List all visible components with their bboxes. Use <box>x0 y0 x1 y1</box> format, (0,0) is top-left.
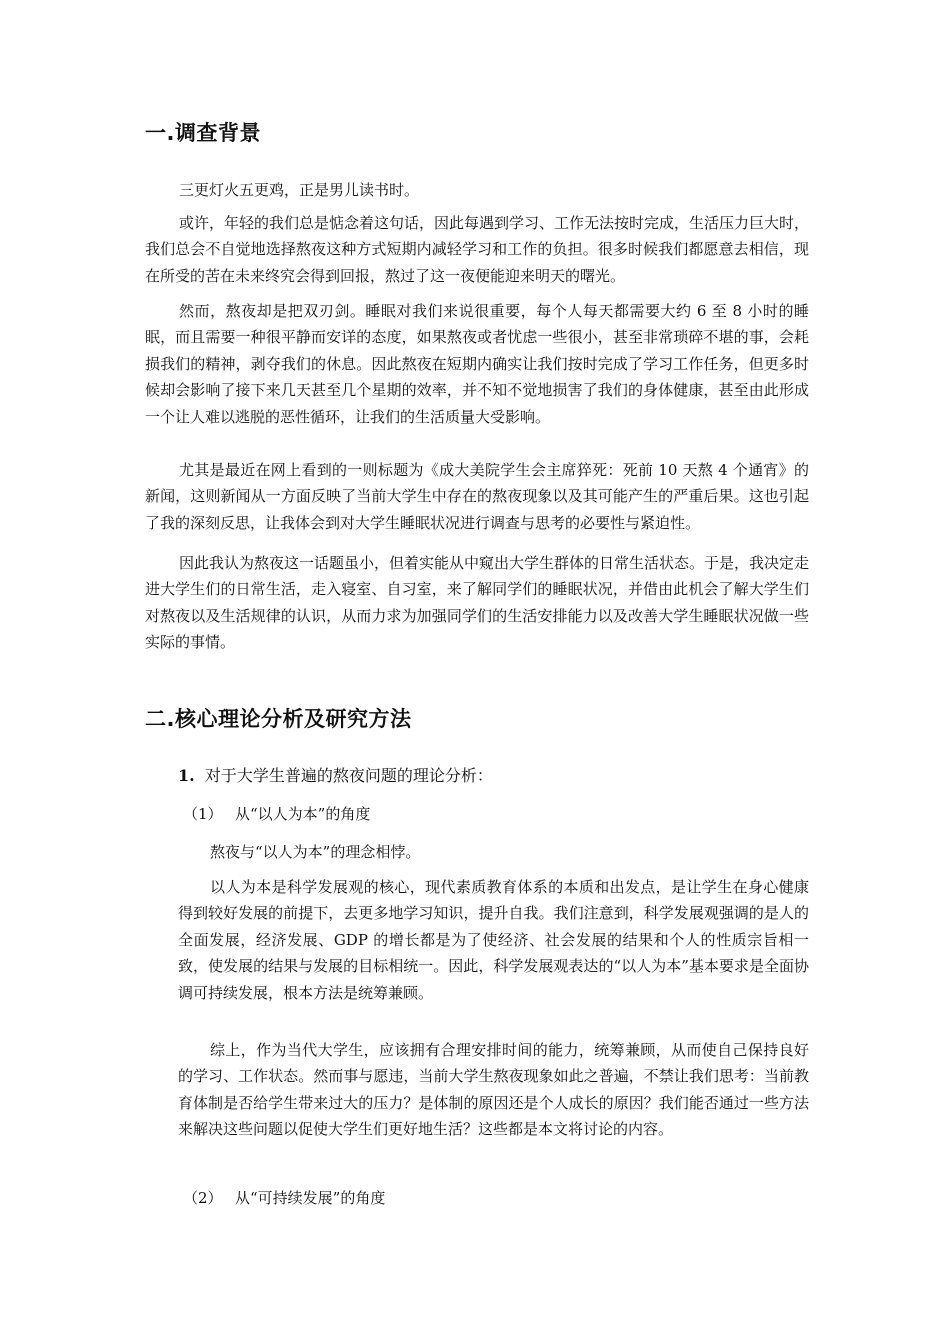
paragraph-conflict: 熬夜与“以人为本”的理念相悖。 <box>210 843 421 861</box>
paragraph-decision: 因此我认为熬夜这一话题虽小，但着实能从中窥出大学生群体的日常生活状态。于是，我决定走进大学生们的日常生活，走入寝室、自习室，来了解同学们的睡眠状况，并借由此机会了解大学生们对熬夜以及生活规律的认识，从而力求为加强同学们的生活安排能力以及改善大学生睡眠状况做一些实际的事情。 <box>145 554 810 652</box>
paragraph-motivation: 或许，年轻的我们总是惦念着这句话，因此每遇到学习、工作无法按时完成，生活压力巨大时，我们总会不自觉地选择熬夜这种方式短期内减轻学习和工作的负担。很多时候我们都愿意去相信，现在所受的苦在未来终究会得到回报，熬过了这一夜便能迎来明天的曙光。 <box>145 214 810 285</box>
paragraph-summary: 综上，作为当代大学生，应该拥有合理安排时间的能力，统筹兼顾，从而使自己保持良好的学习、工作状态。然而事与愿违，当前大学生熬夜现象如此之普遍，不禁让我们思考：当前教育体制是否给学生带来过大的压力？是体制的原因还是个人成长的原因？我们能否通过一些方法来解决这些问题以促使大学生们更好地生活？这些都是本文将讨论的内容。 <box>178 1041 809 1139</box>
list-item-1 <box>178 764 493 788</box>
paragraph-people-oriented: 以人为本是科学发展观的核心，现代素质教育体系的本质和出发点，是让学生在身心健康得到较好发展的前提下，去更多地学习知识，提升自我。我们注意到，科学发展观强调的是人的全面发展，经济发展、GDP 的增长都是为了使经济、社会发展的结果和个人的性质宗旨相一致，使发展的结果与发展的目标相统一。因此，科学发展观表达的“以人为本”基本要求是全面协调可持续发展，根本方法是统筹兼顾。 <box>178 878 809 1002</box>
sub-item-2 <box>183 1186 385 1210</box>
sub-item-text: 从“可持续发展”的角度 <box>235 1189 386 1207</box>
list-item-text: 对于大学生普遍的熬夜问题的理论分析： <box>204 766 493 785</box>
sub-item-number: （2） <box>183 1189 223 1207</box>
paragraph-double-edged: 然而，熬夜却是把双刃剑。睡眠对我们来说很重要，每个人每天都需要大约 6 至 8 小时的睡眠，而且需要一种很平静而安详的态度，如果熬夜或者忧虑一些很小，甚至非常琐碎不堪的事，会耗损我们的精神，剥夺我们的休息。因此熬夜在短期内确实让我们按时完成了学习工作任务，但更多时候却会影响了接下来几天甚至几个星期的效率，并不知不觉地损害了我们的身体健康，甚至由此形成一个让人难以逃脱的恶性循环，让我们的生活质量大受影响。 <box>145 302 809 426</box>
sub-item-number: （1） <box>183 805 223 823</box>
paragraph-poem: 三更灯火五更鸡，正是男儿读书时。 <box>179 181 420 199</box>
paragraph-news: 尤其是最近在网上看到的一则标题为《成大美院学生会主席猝死：死前 10 天熬 4 个通宵》的新闻，这则新闻从一方面反映了当前大学生中存在的熬夜现象以及其可能产生的严重后果。这也引起了我的深刻反思，让我体会到对大学生睡眠状况进行调查与思考的必要性与紧迫性。 <box>145 461 809 532</box>
sub-item-text: 从“以人为本”的角度 <box>235 805 371 823</box>
sub-item-1 <box>183 802 370 826</box>
section-heading-theory: 二.核心理论分析及研究方法 <box>145 707 412 731</box>
list-item-number: 1. <box>178 766 195 785</box>
section-heading-background: 一.调查背景 <box>145 121 261 145</box>
